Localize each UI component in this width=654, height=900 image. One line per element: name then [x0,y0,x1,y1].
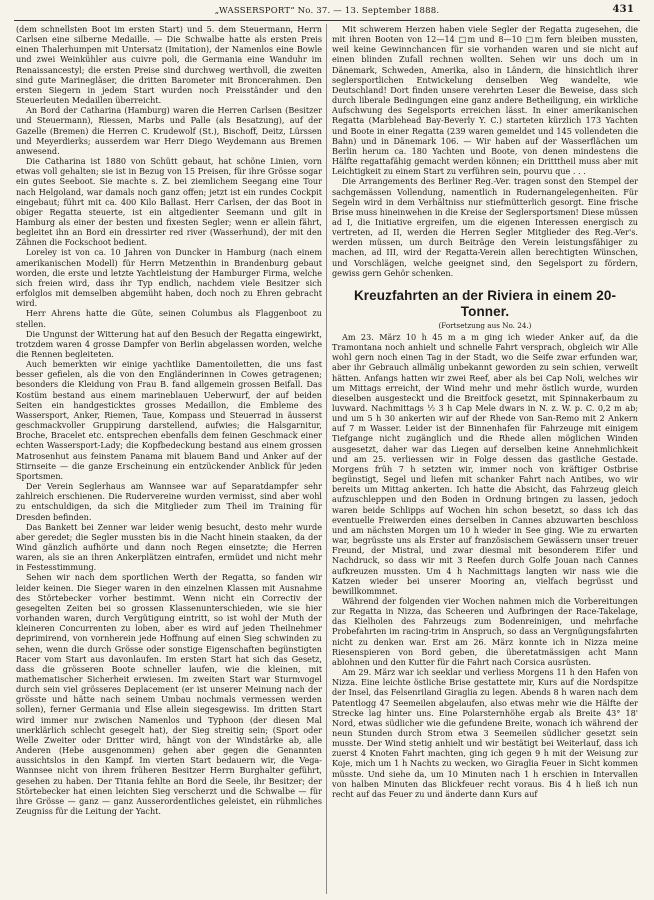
paragraph: Loreley ist von ca. 10 Jahren von Duncker in Hamburg (nach einem amerikanischen Modell) für Herrn Metzenthin in Brandenburg gebaut worden, die erste und letzte Yachtleistung der Hamburger Firma, welche sich freien wird, dass ihr Typ endlich, nachdem viele Besitzer sich erfolglos mit demselben abgemüht haben, doch noch zu Ehren gebracht wird. [16,247,322,309]
paragraph: Der Verein Seglerhaus am Wannsee war auf Separatdampfer sehr zahlreich erschienen. Die Rudervereine wurden vermisst, sind aber wohl zu entschuldigen, da sich die Mitglieder zum Theil im Training für Dresden befinden. [16,481,322,522]
paragraph: Das Bankett bei Zenner war leider wenig besucht, desto mehr wurde aber geredet; die Segler mussten bis in die Nacht hinein staaken, da der Wind gänzlich aufhörte und dann noch Regen einsetzte; die Herren waren, als sie an ihren Ankerplätzen eintrafen, ermüdet und nicht mehr in Festesstimmung. [16,521,322,573]
running-header [14,4,640,18]
article-headline: Kreuzfahrten an der Riviera in einem 20-Tonner. [353,287,617,319]
paragraph: Am 23. März 10 h 45 m a m ging ich wieder Anker auf, da die Tramontana noch anhielt und schnelle Fahrt versprach, obgleich wir Alle wohl gern noch einen Tag in der Stadt, wo die Seife zwar erfunden war, aber ihr Gebrauch allmälig unbekannt geworden zu sein schien, verweilt hätten. Anfangs hatten wir zwei Reef, aber als bei Cap Noli, welches wir um Mittags erreicht, der Wind mehr und mehr östlich wurde, wurden dieselben ausgesteckt und die Breitfock gesetzt, mit Spinnakerbaum zu luvward. Nachmittags ½ 3 h Cap Mele dwars in N. z. W. p. C. 0,2 m ab; und um 5 h 30 ankerten wir auf der Rhede von San-Remo mit 2 Ankern auf 7 m Wasser. Leider ist der Binnenhafen für Fahrzeuge mit einigem Tiefgange nicht zugänglich und die Rhede allen möglichen Winden ausgesetzt, daher war das Liegen auf derselben keine Annehmlichkeit und am 25. verliessen wir in Folge dessen das gastliche Gestade. Morgens früh 7 h setzten wir, immer noch von kräftiger Ostbrise begünstigt, Segel und liefen mit schanker Fahrt nach Antibes, wo wir bereits um Mittag ankerten. Ich hatte die Absicht, das Fahrzeug gleich aufzuschleppen und den Boden in Ordnung bringen zu lassen, jedoch waren beide Schlipps auf Wochen hin schon besetzt, so dass ich das eventuelle Freiwerden eines derselben in Cannes abzuwarten beschloss und am nächsten Morgen um 10 h wieder in See ging. Wie zu erwarten war, begrüsste uns als Erster auf französischem Gewässern unser treuer Freund, der Mistral, und zwar diesmal mit besonderem Eifer und Nachdruck, so dass wir mit 3 Reefen durch Golfe Jouan nach Cannes aufkreuzen mussten. Um 4 h Nachmittags langten wir nass wie die Katzen wieder bei unserer Mooring an, vielfach begrüsst und bewillkommnet. [332,331,638,596]
paragraph: Mit schwerem Herzen haben viele Segler der Regatta zugesehen, die mit ihren Booten von 12—14 □m und 8—10 □m fern bleiben mussten, weil keine Gewinnchancen für sie vorhanden waren und sie nicht auf einen blinden Zufall rechnen wollten. Sehen wir uns doch um in Dänemark, Schweden, Amerika, also in Ländern, die hinsichtlich ihrer seglersportlichen Entwickelung denselben Weg wandelte, wie Deutschland! Dort finden unsere verehrten Leser die Beweise, dass sich durch liberale Bedingungen eine ganz andere Betheiligung, ein wirkliche Aufschwung des Segelsports erreichen lässt. In einer amerikanischen Regatta (Marblehead Bay-Beverly Y. C.) starteten kürzlich 173 Yachten und Boote in einer Regatta (239 waren gemeldet und 145 vollendeten die Bahn) und in Dänemark 106. — Wir haben auf der Wasserflächen um Berlin herum ca. 180 Yachten und Boote, von denen mindestens die Hälfte regattafähig gemacht werden können; ein Dritttheil muss aber mit Leichtigkeit zu einem Start zu verführen sein, pourvu que . . . [332,24,638,177]
paragraph: Auch bemerkten wir einige yachtlike Damentoiletten, die uns fast besser gefielen, als die von den Engländerinnen in Cowes getragenen; besonders die Kleidung von Frau B. fand allgemein grossen Beifall. Das Kostüm bestand aus einem marineblauen Ueberwurf, der auf beiden Seiten ein handgesticktes grosses Medaillon, die Embleme des Wassersport, Anker, Riemen, Taue, Kompass und Steuerrad in äusserst geschmackvoller Gruppirung darstellend, aufwies; die Halsgarnitur, Broche, Bracelet etc. entsprechen ebenfalls dem feinen Geschmack einer echten Wassersport-Lady; die Kopfbedeckung bestand aus einem grossen Matrosenhut aus feinstem Panama mit blauem Band und Anker auf der Stirnseite — die ganze Erscheinung ein entzückender Anblick für jeden Sportsmen. [16,359,322,481]
paragraph: Die Ungunst der Witterung hat auf den Besuch der Regatta eingewirkt, trotzdem waren 4 grosse Dampfer von Berlin abgelassen worden, welche die Rennen begleiteten. [16,328,322,359]
column-divider [326,24,327,894]
paragraph: (dem schnellsten Boot im ersten Start) und 5. dem Steuermann, Herrn Carlsen eine silberne Medaille. — Die Schwalbe hatte als ersten Preis einen Thalerhumpen mit Untersatz (Imitation), der Namenlos eine Bowle und zwei Weinkühler aus cuivre poli, die Germania eine Wanduhr im Renaissancestyl; die ersten Preise sind durchweg werthvoll, die zweiten sind gute Marinegläser, die dritten Barometer mit Broncerahmen. Den ersten Siegern in jedem Start wurden noch Preisständer und den Steuerleuten Medaillen überreicht. [16,24,322,106]
paragraph: Die Catharina ist 1880 von Schütt gebaut, hat schöne Linien, vorn etwas voll gehalten; sie ist in Bezug von 15 Preisen, für ihre Grösse sogar ein gutes Seeboot. Sie machte s. Z. bei ziemlichem Seegang eine Tour nach Helgoland, war damals noch ganz offen; jetzt ist ein rundes Cockpit eingebaut; führt mit ca. 400 Kilo Ballast. Herr Carlsen, der das Boot in obiger Regatta steuerte, ist ein altgedienter Seemann und gilt in Hamburg als einer der besten und fixesten Segler; wenn er allein fährt, begleitet ihn an Bord ein dressirter red river (Wasserhund), der mit den Zähnen die Fockschoot bedient. [16,156,322,248]
paragraph: Die Arrangements des Berliner Reg.-Ver. tragen sonst den Stempel der sachgemässen Vollendung, namentlich in Rudernangelegenheiten. Für Segeln wird in dem Verhältniss nur stiefmütterlich gesorgt. Eine frische Brise muss hineinwehen in die Kreise der Seglersportsmen! Diese müssen ad I, die Initiative ergreifen, um die eigenen Interessen energisch zu vertreten, ad II, werden die Herren Segler Mitglieder des Reg.-Ver's. werden müssen, um durch Beiträge den Verein leistungsfähiger zu machen, ad III, wird der Regatta-Verein allen berechtigten Wünschen, und Vorschlägen, welche geeignet sind, den Segelsport zu fördern, gewiss gern Gehör schenken. [332,176,638,278]
paragraph: Während der folgenden vier Wochen nahmen mich die Vorbereitungen zur Regatta in Nizza, das Scheeren und Aufbringen der Race-Takelage, das Kielholen des Fahrzeugs zum Bodenreinigen, und mehrfache Probefahrten im racing-trim in Anspruch, so dass an Vergnügungsfahrten nicht zu denken war. Erst am 26. März konnte ich in Nizza meine Riesenspieren von Bord geben, die überetatmässigen acht Mann ablohnen und den Kutter für die Fahrt nach Corsica ausrüsten. [332,595,638,667]
left-column [16,24,322,894]
journal-title: „WASSERSPORT“ No. 37. — 13. September 1888. [214,6,440,16]
paragraph: An Bord der Catharina (Hamburg) waren die Herren Carlsen (Besitzer und Steuermann), Riessen, Marbs und Palle (als Besatzung), auf der Gazelle (Bremen) die Herren C. Krudewolf (St.), Bischoff, Deitz, Lürssen und Meyerdierks; ausserdem war Herr Diego Weydemann aus Bremen anwesend. [16,105,322,156]
paragraph: Am 29. März war ich seeklar und verliess Morgens 11 h den Hafen von Nizza. Eine leichte östliche Brise gestattete mir, Kurs auf die Nordspitze der Insel, das Felsenriland Giraglia zu legen. Abends 8 h waren nach dem Patentlogg 47 Seemeilen abgelaufen, also etwas mehr wie die Hälfte der Strecke lag hinter uns. Eine Polarsternhöhe ergab als Breite 43° 18' Nord, etwas südlicher wie die gefundene Breite, wonach ich während der neun Stunden durch Strom etwa 3 Seemeilen südlicher gesetzt sein musste. Der Wind stetig anhielt und wir bestätigt bei Weiterlauf, dass ich zuerst 4 Knoten Fahrt machten, ging ich gegen 9 h mit der Weisung zur Koje, mich um 1 h Nachts zu wecken, wo Giraglia Feuer in Sicht kommen müsste. Und siehe da, um 10 Minuten nach 1 h erschien in Intervallen von halben Minuten das Blickfeuer recht voraus. Bis 4 h ließ ich nun recht auf das Feuer zu und änderte dann Kurs auf [332,667,638,799]
paragraph: Herr Ahrens hatte die Güte, seinen Columbus als Flaggenboot zu stellen. [16,308,322,329]
paragraph: Sehen wir nach dem sportlichen Werth der Regatta, so fanden wir leider keinen. Die Sieger waren in den einzelnen Klassen mit Ausnahme des Störtebecker vorher bestimmt. Wenn nicht ein Correctiv der gesegelten Zeiten bei so grossen Klassenunterschieden, wie sie hier vorhanden waren, durch Vergütigung eintritt, so ist wohl der Muth der kleineren Concurrenten zu loben, aber es wird auf jeden Theilnehmer deprimirend, von vornherein jede Hoffnung auf einen Sieg schwinden zu sehen, wenn die durch Grösse oder sonstige Eigenschaften begünstigten Racer vom Start aus davonlaufen. Im ersten Start hat sich das Gesetz, dass die grösseren Boote schneller laufen, wie die kleinen, mit mathematischer Sicherheit erwiesen. Im zweiten Start war Sturmvogel durch sein viel grösseres Deplacement (er ist unserer Meinung nach der grösste und hätte nach seinem Umbau nochmals vermessen werden sollen), ferner Germania und Else allein siegesgewiss. Im dritten Start wird immer nur zwischen Namenlos und Typhoon (der diesen Mal unerklärlich schlecht gesegelt hat), der Sieg streitig sein; (Sport oder Welle Zweiter oder Dritter wird, hängt von der Windstärke ab, alle Anderen (Hebe ausgenommen) gehen aber gegen die Genannten aussichtslos in den Kampf. Im vierten Start bedauern wir, die Vega-Wannsee nicht von ihrem früheren Besitzer Herrn Burghalter geführt, gesehen zu haben. Der Titania fehlte an Bord die Seele, ihr Besitzer; der Störtebecker hat einen leichten Sieg verscherzt und die Schwalbe — für ihre Grösse — ganz — ganz Ausserordentliches geleistet, ein rühmliches Zeugniss für die Leitung der Yacht. [16,572,322,817]
right-column [332,24,638,894]
continuation-note: (Fortsetzung aus No. 24.) [438,320,532,330]
page-number: 431 [612,4,634,15]
header-rule [14,20,640,21]
